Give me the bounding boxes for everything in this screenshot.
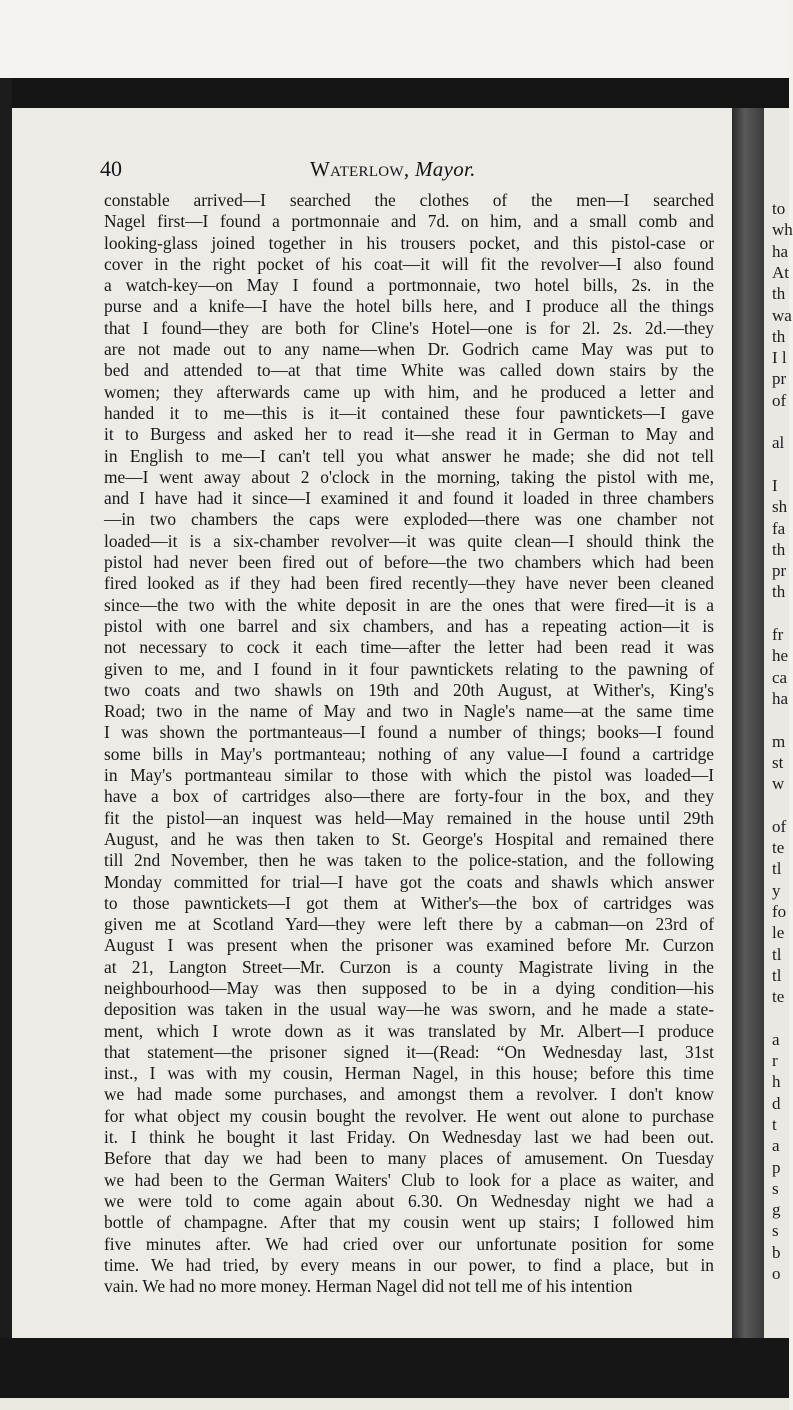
text-line: to those pawntickets—I got them at Wither's—the box of cartridges was — [104, 892, 714, 913]
running-head-title: Mayor. — [415, 157, 476, 181]
text-line: have a box of cartridges also—there are forty-four in the box, and they — [104, 786, 714, 807]
facing-page-fragment: s — [772, 1221, 779, 1241]
bottom-margin — [0, 1398, 789, 1410]
facing-page-fragment: of — [772, 816, 787, 836]
text-line: Nagel first—I found a portmonnaie and 7d. on him, and a small comb and — [104, 211, 714, 232]
text-line: given to me, and I found in it four pawntickets relating to the pawning of — [104, 658, 714, 679]
facing-page-fragment: r — [772, 1051, 778, 1070]
facing-page-fragment: te — [772, 987, 785, 1007]
text-line: handed it to me—this is it—it contained these four pawntickets—I gave — [104, 402, 714, 423]
text-line: purse and a knife—I have the hotel bills here, and I produce all the things — [104, 296, 714, 317]
text-line: for what object my cousin bought the revolver. He went out alone to purchase — [104, 1105, 714, 1126]
facing-page-fragment: tl — [772, 944, 782, 964]
facing-page-fragment: I l — [772, 348, 787, 368]
facing-page-fragment: w — [772, 774, 785, 794]
facing-page-fragment: th — [772, 284, 786, 304]
text-line: vain. We had no more money. Herman Nagel did not tell me of his intention — [104, 1276, 633, 1297]
text-line: it. I think he bought it last Friday. On Wednesday last we had been out. — [104, 1127, 714, 1148]
facing-page-fragment: st — [772, 752, 784, 772]
text-line: given me at Scotland Yard—they were left there by a cabman—on 23rd of — [104, 914, 714, 935]
facing-page-fragment: fa — [772, 518, 786, 538]
facing-page-fragment: h — [772, 1072, 781, 1092]
facing-page-fragment: o — [772, 1264, 781, 1283]
facing-page-fragment: th — [772, 539, 786, 559]
facing-page-fragment: ha — [772, 688, 789, 708]
text-line: in English to me—I can't tell you what answer he made; she did not tell — [104, 445, 714, 466]
body-text — [104, 190, 714, 1297]
facing-page-fragment: I — [772, 475, 778, 495]
book-spine — [732, 108, 764, 1338]
text-line: and I have had it since—I examined it and found it loaded in three chambers — [104, 488, 714, 509]
text-line: —in two chambers the caps were exploded—there was one chamber not — [104, 509, 714, 530]
adjacent-page-edge — [764, 108, 793, 1338]
text-line: women; they afterwards came up with him, and he produced a letter and — [104, 381, 714, 402]
text-line: since—the two with the white deposit in are the ones that were fired—it is a — [104, 594, 714, 615]
text-line: August I was present when the prisoner was examined before Mr. Curzon — [104, 935, 714, 956]
facing-page-fragment: m — [772, 731, 786, 751]
text-line: me—I went away about 2 o'clock in the morning, taking the pistol with me, — [104, 466, 714, 487]
facing-page-fragment: wh — [772, 220, 793, 240]
text-line: that I found—they are both for Cline's Hotel—one is for 2l. 2s. 2d.—they — [104, 317, 714, 338]
facing-page-fragment: th — [772, 326, 786, 346]
text-line: some bills in May's portmanteau; nothing of any value—I found a cartridge — [104, 743, 714, 764]
facing-page-fragment: a — [772, 1029, 780, 1049]
text-line: cover in the right pocket of his coat—it will fit the revolver—I also found — [104, 253, 714, 274]
text-line: not necessary to cock it each time—after the letter had been read it was — [104, 637, 714, 658]
facing-page-fragment: p — [772, 1157, 781, 1177]
facing-page-fragment: th — [772, 582, 786, 602]
text-line: pistol had never been fired out of before—the two chambers which had been — [104, 552, 714, 573]
facing-page-fragment: g — [772, 1200, 781, 1220]
text-line: bed and attended to—at that time White was called down stairs by the — [104, 360, 714, 381]
facing-page-fragment: t — [772, 1114, 777, 1134]
text-line: Road; two in the name of May and two in Nagle's name—at the same time — [104, 701, 714, 722]
text-line: I was shown the portmanteaus—I found a number of things; books—I found — [104, 722, 714, 743]
text-line: deposition was taken in the usual way—he was sworn, and he made a state- — [104, 999, 714, 1020]
facing-page-fragment: pr — [772, 561, 787, 581]
text-line: August, and he was then taken to St. George's Hospital and remained there — [104, 828, 714, 849]
text-line: a watch-key—on May I found a portmonnaie, two hotel bills, 2s. in the — [104, 275, 714, 296]
text-line: pistol with one barrel and six chambers, and has a repeating action—it is — [104, 615, 714, 636]
text-line: we were told to come again about 6.30. On Wednesday night we had a — [104, 1190, 714, 1211]
facing-page-fragment: to — [772, 199, 786, 218]
text-line: time. We had tried, by every means in our power, to find a place, but in — [104, 1254, 714, 1275]
facing-page-fragment: pr — [772, 369, 787, 389]
facing-page-fragment: ha — [772, 241, 789, 261]
facing-page-fragment: tl — [772, 859, 782, 879]
facing-page-fragment: d — [772, 1093, 781, 1113]
text-line: are not made out to any name—when Dr. Godrich came May was put to — [104, 339, 714, 360]
text-line: loaded—it is a six-chamber revolver—it was quite clean—I should think the — [104, 530, 714, 551]
text-line: five minutes after. We had cried over our unfortunate position for some — [104, 1233, 714, 1254]
facing-page-fragment: s — [772, 1178, 779, 1198]
text-line: till 2nd November, then he was taken to the police-station, and the following — [104, 850, 714, 871]
facing-page-fragment: te — [772, 838, 785, 857]
top-margin — [0, 0, 789, 78]
running-head-name: Waterlow, — [310, 157, 410, 181]
text-line: neighbourhood—May was then supposed to be in a dying condition—his — [104, 977, 714, 998]
text-line: constable arrived—I searched the clothes of the men—I searched — [104, 190, 714, 210]
facing-page-fragment: sh — [772, 497, 788, 517]
text-line: it to Burgess and asked her to read it—she read it in German to May and — [104, 424, 714, 445]
running-head — [310, 156, 476, 182]
page-number: 40 — [100, 156, 122, 181]
facing-page-fragment: a — [772, 1136, 780, 1156]
text-line: we had made some purchases, and amongst them a revolver. I don't know — [104, 1084, 714, 1105]
text-line: inst., I was with my cousin, Herman Nagel, in this house; before this time — [104, 1063, 714, 1084]
text-line: we had been to the German Waiters' Club to look for a place as waiter, and — [104, 1169, 714, 1190]
facing-page-fragment: ca — [772, 667, 788, 687]
text-line: ment, which I wrote down as it was translated by Mr. Albert—I produce — [104, 1020, 714, 1041]
text-line: Monday committed for trial—I have got the coats and shawls which answer — [104, 871, 714, 892]
text-line: looking-glass joined together in his trousers pocket, and this pistol-case or — [104, 232, 714, 253]
facing-page-fragment: y — [772, 880, 781, 900]
text-line: at 21, Langton Street—Mr. Curzon is a county Magistrate living in the — [104, 956, 714, 977]
facing-page-fragment: le — [772, 923, 785, 943]
facing-page-fragment: of — [772, 390, 787, 410]
text-line: fit the pistol—an inquest was held—May remained in the house until 29th — [104, 807, 714, 828]
text-line: fired looked as if they had been fired recently—they have never been cleaned — [104, 573, 714, 594]
facing-page-fragment: At — [772, 262, 789, 282]
text-line: in May's portmanteau similar to those with which the pistol was loaded—I — [104, 765, 714, 786]
facing-page-fragment: wa — [772, 305, 792, 325]
facing-page-fragment: he — [772, 646, 789, 666]
text-line: two coats and two shawls on 19th and 20th August, at Wither's, King's — [104, 679, 714, 700]
left-binding-edge — [0, 78, 12, 1338]
text-line: bottle of champagne. After that my cousin went up stairs; I followed him — [104, 1212, 714, 1233]
top-binding-edge — [0, 78, 789, 108]
facing-page-fragment: b — [772, 1242, 781, 1262]
page-header — [0, 156, 732, 182]
bottom-binding-edge — [0, 1338, 789, 1398]
text-line: Before that day we had been to many places of amusement. On Tuesday — [104, 1148, 714, 1169]
facing-page-fragment: tl — [772, 965, 782, 985]
facing-page-fragment: al — [772, 433, 785, 453]
text-line: that statement—the prisoner signed it—(Read: “On Wednesday last, 31st — [104, 1041, 714, 1062]
facing-page-fragment: fr — [772, 625, 784, 644]
facing-page-fragment: fo — [772, 901, 787, 921]
